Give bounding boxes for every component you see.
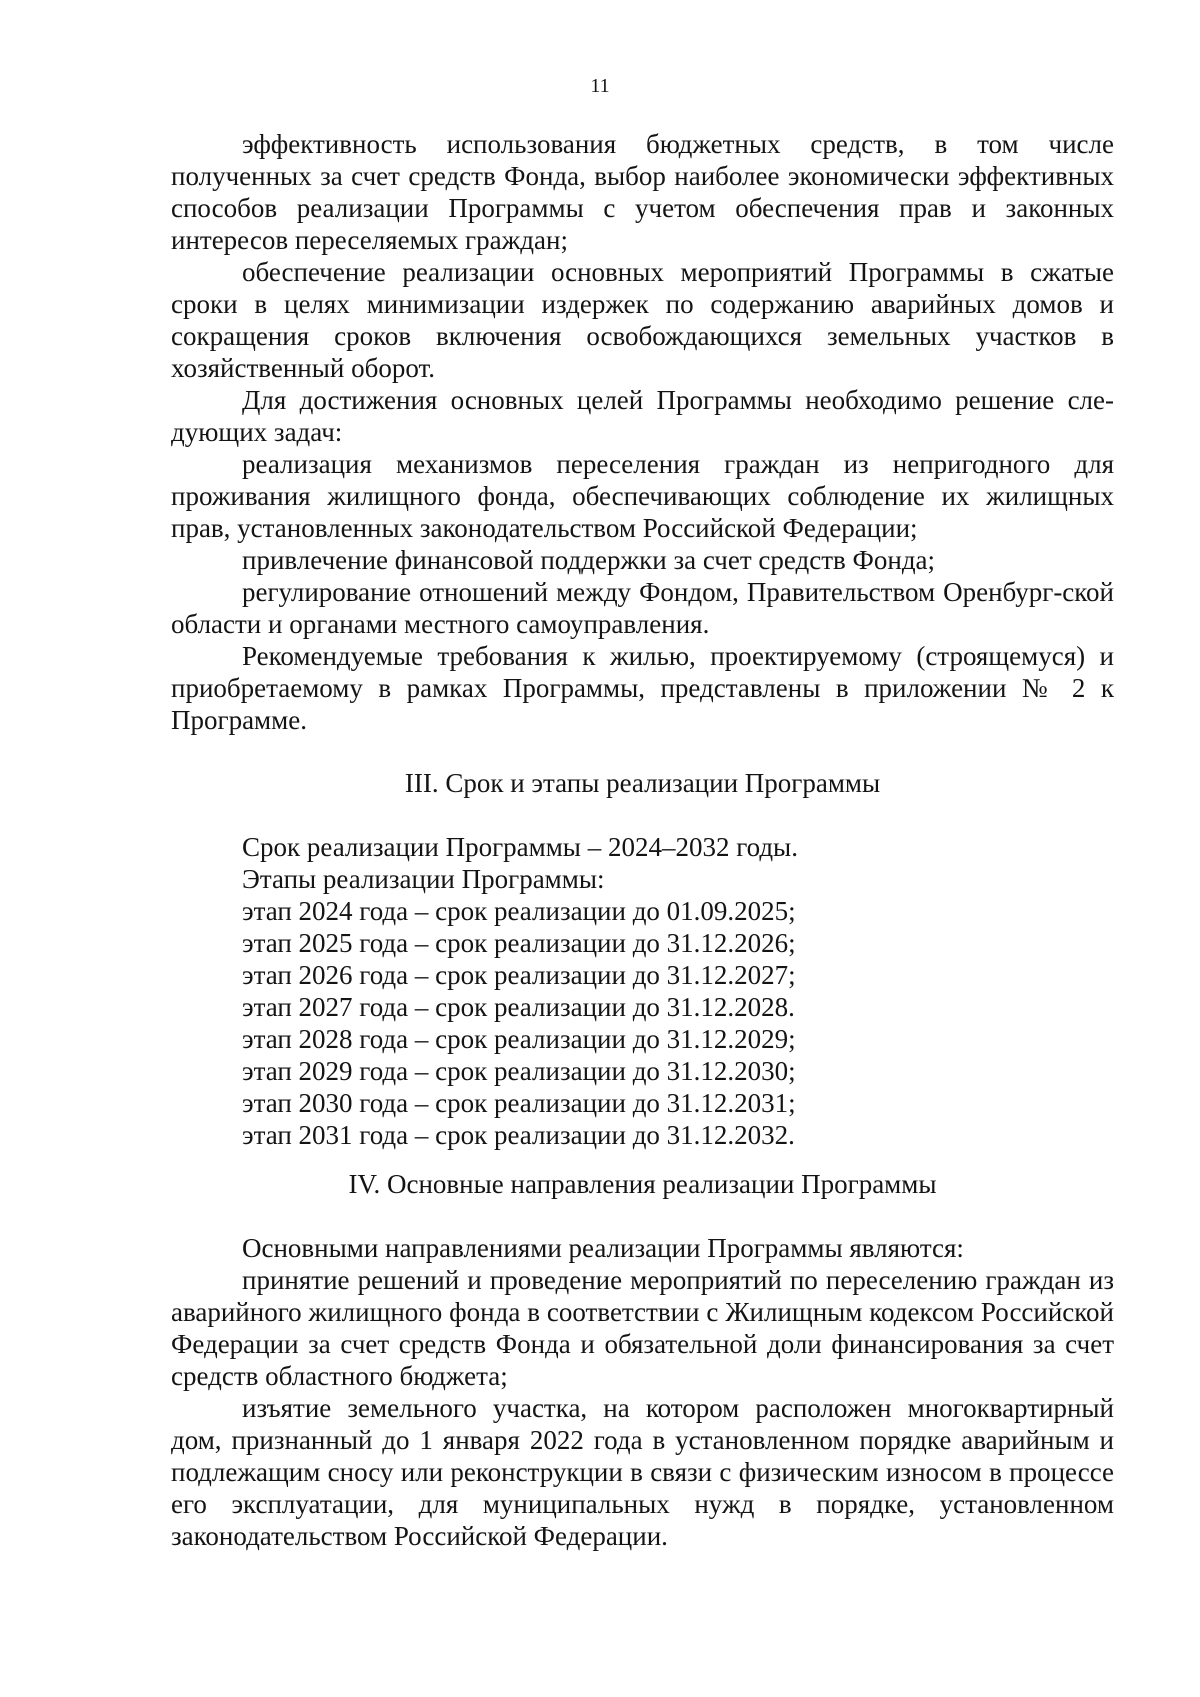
program-term: Срок реализации Программы – 2024–2032 годы.: [242, 832, 798, 862]
document-body: [171, 128, 1114, 1552]
stage-item: этап 2027 года – срок реализации до 31.12.2028.: [242, 992, 795, 1022]
stages-label: Этапы реализации Программы:: [242, 864, 605, 894]
paragraph-task-resettlement: реализация механизмов переселения граждан из непригодного для проживания жилищного фонда, обеспечивающих соблюдение их жилищных прав, установленных законодательством Российской Федерации;: [171, 449, 1114, 543]
stages-block: [171, 831, 1114, 1151]
paragraph-direction-resettlement: принятие решений и проведение мероприятий по переселению граждан из аварийного жилищного фонда в соответствии с Жилищным кодексом Российской Федерации за счет средств Фонда и обязательной доли финансирования за счет средств областного бюджета;: [171, 1265, 1114, 1391]
paragraph-direction-land-seizure: изъятие земельного участка, на котором расположен многоквартирный дом, признанный до 1 января 2022 года в установленном порядке аварийным и подлежащим сносу или реконструкции в связи с физическим износом в процессе его эксплуатации, для муниципальных нужд в порядке, установленном законодательством Российской Федерации.: [171, 1393, 1114, 1551]
paragraph-implementation-terms: обеспечение реализации основных мероприятий Программы в сжатые сроки в целях минимизации издержек по содержанию аварийных домов и сокращения сроков включения освобождающихся земельных участков в хозяйственный оборот.: [171, 257, 1114, 383]
stage-item: этап 2026 года – срок реализации до 31.12.2027;: [242, 960, 796, 990]
paragraph-tasks-intro: Для достижения основных целей Программы необходимо решение сле-дующих задач:: [171, 385, 1114, 447]
paragraph-housing-requirements: Рекомендуемые требования к жилью, проектируемому (строящемуся) и приобретаемому в рамках Программы, представлены в приложении № 2 к Программе.: [171, 641, 1114, 735]
paragraph-task-financing: привлечение финансовой поддержки за счет средств Фонда;: [242, 545, 936, 575]
stage-item: этап 2028 года – срок реализации до 31.12.2029;: [242, 1024, 796, 1054]
stage-item: этап 2029 года – срок реализации до 31.12.2030;: [242, 1056, 796, 1086]
paragraph-task-regulation: регулирование отношений между Фондом, Правительством Оренбург-ской области и органами местного самоуправления.: [171, 577, 1114, 639]
stage-item: этап 2031 года – срок реализации до 31.12.2032.: [242, 1120, 795, 1150]
stage-item: этап 2030 года – срок реализации до 31.12.2031;: [242, 1088, 796, 1118]
paragraph-budget-efficiency: эффективность использования бюджетных средств, в том числе полученных за счет средств Фонда, выбор наиболее экономически эффективных способов реализации Программы с учетом обеспечения прав и законных интересов переселяемых граждан;: [171, 129, 1114, 255]
section-4-heading: IV. Основные направления реализации Программы: [348, 1169, 937, 1199]
stage-item: этап 2024 года – срок реализации до 01.09.2025;: [242, 896, 796, 926]
page-number: 11: [590, 75, 610, 97]
stage-item: этап 2025 года – срок реализации до 31.12.2026;: [242, 928, 796, 958]
section-3-heading: III. Срок и этапы реализации Программы: [404, 768, 881, 798]
paragraph-directions-intro: Основными направлениями реализации Программы являются:: [242, 1233, 964, 1263]
